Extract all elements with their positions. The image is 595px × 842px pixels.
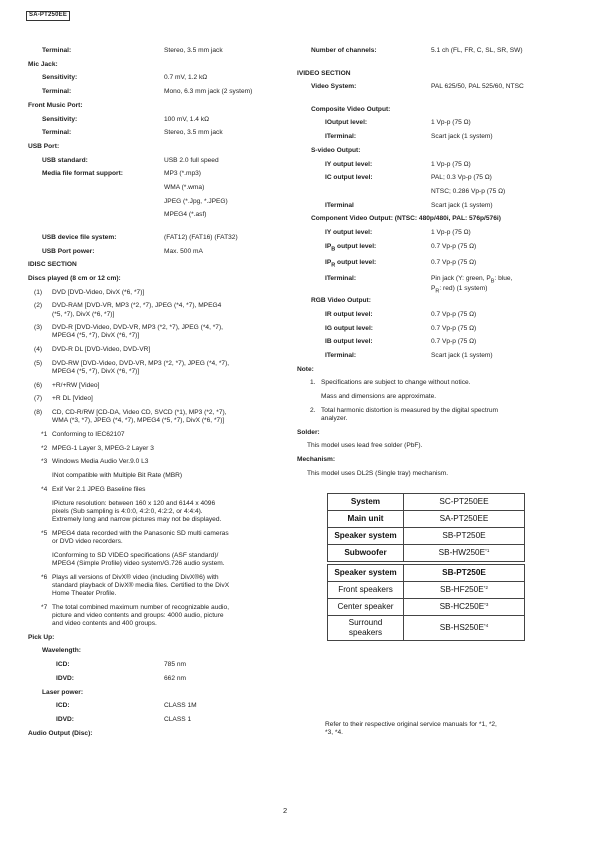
- mic-terminal-row: [28, 88, 284, 96]
- table-value: $SB-HC250E^{*3}$: [404, 599, 525, 616]
- spec-value: Stereo, 3.5 mm jack: [164, 129, 223, 137]
- video-section-heading: IVIDEO SECTION: [297, 69, 351, 77]
- list-item-line: Specifications are subject to change without notice.: [321, 379, 471, 387]
- disc-list: [28, 289, 284, 426]
- list-item: [28, 409, 284, 425]
- list-item-number: *6: [41, 573, 48, 581]
- spec-label: Terminal:: [42, 88, 72, 96]
- spec-value: 0.7 mV, 1.2 kΩ: [164, 74, 208, 82]
- list-item-line: Exif Ver 2.1 JPEG Baseline files: [52, 485, 146, 493]
- spec-value: NTSC; 0.286 Vp-p (75 Ω): [431, 187, 506, 195]
- rgb-terminal-row: [297, 352, 567, 360]
- spec-label: IY output level:: [325, 160, 373, 168]
- spec-label: IOutput level:: [325, 119, 368, 127]
- list-item-line: DVD [DVD-Video, DivX (*6, *7)]: [52, 288, 145, 296]
- list-item-line: DVD-R [DVD-Video, DVD-VR, MP3 (*2, *7), JPEG (*4, *7),: [52, 324, 223, 332]
- media-format-values: [164, 170, 282, 219]
- note-heading: Note:: [297, 365, 314, 373]
- rgb-b-row: [297, 338, 567, 346]
- list-item-line: MPEG4 (Simple Profile) video system/G.726 audio system.: [52, 559, 225, 567]
- spec-label: IB output level:: [325, 338, 373, 346]
- list-item-line: analyzer.: [321, 415, 348, 423]
- table-key: System: [328, 494, 404, 511]
- list-item: [28, 458, 284, 466]
- table-value: SB-PT250E: [404, 565, 525, 582]
- footnote-ref: *2: [483, 585, 488, 590]
- list-item-number: *2: [41, 444, 48, 452]
- spec-label: IDVD:: [56, 674, 74, 682]
- list-item-line: WMA (*3, *7), JPEG (*4, *7), MPEG4 (*5, *7), DivX (*6, *7)]: [52, 417, 225, 425]
- list-item: [28, 395, 284, 403]
- spec-value: 100 mV, 1.4 kΩ: [164, 115, 210, 123]
- list-item-line: IPicture resolution: between 160 x 120 and 6144 x 4096: [52, 499, 216, 507]
- spec-value: Pin jack (Y: green, $P_B$: blue, $P_R$: red) (1 system): [431, 274, 513, 295]
- spec-label: ITerminal: [325, 201, 354, 209]
- speaker-table-header: [328, 565, 525, 582]
- list-item: [28, 486, 284, 494]
- spec-value: 0.7 Vp-p (75 Ω): [431, 242, 477, 250]
- list-item-line: Mass and dimensions are approximate.: [321, 393, 437, 401]
- spec-value: CLASS 1: [164, 715, 192, 723]
- table-key: Front speakers: [328, 582, 404, 599]
- table-row: [328, 545, 525, 562]
- spec-label: IR output level:: [325, 310, 373, 318]
- list-item-line: +R DL [Video]: [52, 395, 93, 403]
- spec-value: Scart jack (1 system): [431, 352, 493, 360]
- list-item-number: (5): [34, 359, 43, 367]
- mic-sensitivity-row: [28, 74, 284, 82]
- list-item-number: (7): [34, 395, 43, 403]
- list-item: [28, 289, 284, 297]
- svideo-c-ntsc-row: [297, 188, 567, 196]
- list-item-line: pixels (Sub sampling is 4:0:0, 4:2:0, 4:2:2, or 4:4:4).: [52, 507, 203, 515]
- list-item-number: *3: [41, 458, 48, 466]
- table-value: SC-PT250EE: [404, 494, 525, 511]
- spec-label: ITerminal:: [325, 352, 357, 360]
- footnote-list: [28, 431, 284, 628]
- spec-value: (FAT12) (FAT16) (FAT32): [164, 233, 238, 241]
- table-row: [328, 616, 525, 641]
- right-column: [297, 47, 567, 484]
- spec-label: Terminal:: [42, 47, 72, 54]
- component-y-row: [297, 229, 567, 237]
- usb-standard-row: [28, 157, 284, 165]
- spec-label: Video System:: [311, 83, 357, 91]
- spec-label: Media file format support:: [42, 170, 123, 178]
- page-number: 2: [283, 806, 288, 815]
- list-item-number: *4: [41, 485, 48, 493]
- front-music-heading: Front Music Port:: [28, 101, 83, 109]
- spec-value: 662 nm: [164, 674, 186, 682]
- spec-value: 5.1 ch (FL, FR, C, SL, SR, SW): [431, 47, 523, 54]
- table-row: [328, 528, 525, 545]
- spec-label: USB standard:: [42, 156, 88, 164]
- footnote-ref: *3: [484, 602, 489, 607]
- list-item-line: MPEG4 (*5, *7), DivX (*6, *7)]: [52, 368, 140, 376]
- list-item: [28, 346, 284, 354]
- media-format-row: [28, 170, 284, 228]
- list-item: [28, 324, 284, 340]
- spec-value: 0.7 Vp-p (75 Ω): [431, 310, 477, 318]
- spec-label: ITerminal:: [325, 274, 357, 282]
- media-format-item: JPEG (*.Jpg, *.JPEG): [164, 197, 228, 205]
- svideo-heading: S-video Output:: [311, 146, 361, 154]
- list-item: [28, 445, 284, 453]
- spec-label: IY output level:: [325, 229, 373, 237]
- list-item-line: INot compatible with Multiple Bit Rate (MBR): [52, 472, 183, 480]
- table-key: Speaker system: [328, 528, 404, 545]
- composite-terminal-row: [297, 133, 567, 141]
- list-item: [297, 407, 567, 423]
- list-item: [28, 431, 284, 439]
- list-item-line: and video contents and 400 groups.: [52, 620, 157, 628]
- spec-value: PAL 625/50, PAL 525/60, NTSC: [431, 83, 524, 91]
- list-item: [28, 604, 284, 629]
- laser-cd-row: [28, 702, 284, 710]
- table-row: [328, 494, 525, 511]
- left-column: [28, 47, 284, 743]
- spec-label: ICD:: [56, 702, 70, 710]
- spec-value: CLASS 1M: [164, 702, 197, 710]
- spec-label: Terminal:: [42, 129, 72, 137]
- footnote-ref: *4: [483, 623, 489, 628]
- speaker-table: [327, 564, 525, 641]
- system-table: [327, 493, 525, 562]
- table-row: [328, 511, 525, 528]
- composite-heading: Composite Video Output:: [311, 105, 391, 113]
- media-format-item: WMA (*.wma): [164, 184, 205, 192]
- list-item: [28, 500, 284, 525]
- list-item-number: 1.: [310, 379, 316, 387]
- list-item: [28, 552, 284, 568]
- list-item-line: MPEG-1 Layer 3, MPEG-2 Layer 3: [52, 444, 154, 452]
- usb-port-heading: USB Port:: [28, 142, 60, 150]
- list-item-line: (*5, *7), DivX (*6, *7)]: [52, 310, 115, 318]
- list-item-line: or DVD video recorders.: [52, 537, 123, 545]
- model-header-tag: SA-PT250EE: [26, 11, 70, 21]
- list-item-line: IConforming to SD VIDEO specifications (ASF standard)/: [52, 551, 219, 559]
- rgb-heading: RGB Video Output:: [311, 297, 371, 305]
- spec-label: USB device file system:: [42, 233, 117, 241]
- audio-output-heading: Audio Output (Disc):: [28, 729, 93, 737]
- list-item: [28, 302, 284, 318]
- note-list: [297, 379, 567, 423]
- list-item-line: CD, CD-R/RW [CD-DA, Video CD, SVCD (*1), MP3 (*2, *7),: [52, 409, 227, 417]
- list-item-number: (6): [34, 381, 43, 389]
- spec-value: 0.7 Vp-p (75 Ω): [431, 258, 477, 266]
- svideo-y-row: [297, 161, 567, 169]
- spec-label: Sensitivity:: [42, 74, 78, 82]
- list-item-number: (8): [34, 409, 43, 417]
- wavelength-heading: Wavelength:: [42, 647, 81, 655]
- spec-value: 1 Vp-p (75 Ω): [431, 229, 471, 237]
- pickup-heading: Pick Up:: [28, 633, 55, 641]
- list-item: [28, 472, 284, 480]
- component-pr-row: [297, 259, 567, 270]
- media-format-item: MPEG4 (*.asf): [164, 211, 207, 219]
- svideo-c-row: [297, 174, 567, 182]
- table-row: [328, 599, 525, 616]
- wavelength-cd-row: [28, 661, 284, 669]
- list-item-line: Conforming to IEC62107: [52, 431, 125, 439]
- spec-label: $IP_B$ output level:: [325, 242, 377, 253]
- fm-terminal-row: [28, 129, 284, 137]
- spec-value: 1 Vp-p (75 Ω): [431, 119, 471, 127]
- spec-value: PAL; 0.3 Vp-p (75 Ω): [431, 174, 492, 182]
- spec-label: ICD:: [56, 661, 70, 669]
- rgb-g-row: [297, 325, 567, 333]
- spec-value: Mono, 6.3 mm jack (2 system): [164, 88, 253, 96]
- table-key: Main unit: [328, 511, 404, 528]
- list-item-line: standard playback of DivX® media files. Certified to the DivX: [52, 581, 230, 589]
- spec-label: IG output level:: [325, 324, 373, 332]
- list-item: [28, 360, 284, 376]
- mic-jack-heading: Mic Jack:: [28, 60, 58, 68]
- disc-section-heading: IDISC SECTION: [28, 261, 77, 269]
- spec-label: IDVD:: [56, 715, 74, 723]
- list-item-line: MPEG4 (*5, *7), DivX (*6, *7)]: [52, 332, 140, 340]
- spec-value: 785 nm: [164, 661, 186, 669]
- spec-label: $IP_R$ output level:: [325, 258, 377, 269]
- list-item-line: DVD-RAM [DVD-VR, MP3 (*2, *7), JPEG (*4, *7), MPEG4: [52, 302, 222, 310]
- list-item-number: *5: [41, 529, 48, 537]
- spec-label: IC output level:: [325, 174, 373, 182]
- wavelength-dvd-row: [28, 675, 284, 683]
- list-item-line: DVD-R DL [DVD-Video, DVD-VR]: [52, 346, 151, 354]
- table-value: $SB-HS250E^{*4}$: [404, 616, 525, 641]
- fm-sensitivity-row: [28, 116, 284, 124]
- list-item-number: (4): [34, 346, 43, 354]
- discs-played-heading: Discs played (8 cm or 12 cm):: [28, 274, 121, 282]
- spec-label: ITerminal:: [325, 133, 357, 141]
- solder-heading: Solder:: [297, 428, 320, 436]
- table-key: Center speaker: [328, 599, 404, 616]
- list-item: [297, 379, 567, 387]
- spec-value: 0.7 Vp-p (75 Ω): [431, 338, 477, 346]
- list-item-number: (1): [34, 288, 43, 296]
- list-item-number: (2): [34, 302, 43, 310]
- mechanism-heading: Mechanism:: [297, 456, 336, 464]
- list-item-line: +R/+RW [Video]: [52, 381, 100, 389]
- table-key: Speaker system: [328, 565, 404, 582]
- list-item-line: Home Theater Profile.: [52, 589, 117, 597]
- rgb-r-row: [297, 311, 567, 319]
- spec-value: 1 Vp-p (75 Ω): [431, 160, 471, 168]
- table-value: SB-PT250E: [404, 528, 525, 545]
- usb-power-row: [28, 248, 284, 256]
- list-item-number: *7: [41, 603, 48, 611]
- list-item-line: Extremely long and narrow pictures may not be displayed.: [52, 516, 222, 523]
- component-heading: Component Video Output: (NTSC: 480p/480i, PAL: 576p/576i): [311, 215, 501, 223]
- terminal-row: [28, 47, 284, 55]
- spec-value: Max. 500 mA: [164, 247, 203, 255]
- list-item-line: DVD-RW [DVD-Video, DVD-VR, MP3 (*2, *7), JPEG (*4, *7),: [52, 359, 230, 367]
- svideo-terminal-row: [297, 202, 567, 210]
- list-item-number: *1: [41, 431, 48, 439]
- solder-text: This model uses lead free solder (PbF).: [307, 442, 423, 450]
- list-item-number: 2.: [310, 406, 316, 414]
- table-value: $SB-HW250E^{*1}$: [404, 545, 525, 562]
- list-item: [28, 382, 284, 390]
- table-key: Subwoofer: [328, 545, 404, 562]
- spec-value: Scart jack (1 system): [431, 201, 493, 209]
- list-item-line: picture and video contents and groups: 4000 audio, picture: [52, 611, 224, 619]
- list-item-line: Plays all versions of DivX® video (including DivX®6) with: [52, 573, 219, 581]
- media-format-item: MP3 (*.mp3): [164, 170, 202, 178]
- spec-label: Number of channels:: [311, 47, 377, 54]
- list-item-line: The total combined maximum number of recognizable audio,: [52, 603, 230, 611]
- refer-note: Refer to their respective original service manuals for *1, *2, *3, *4.: [325, 721, 497, 737]
- spec-label: Sensitivity:: [42, 115, 78, 123]
- table-value: $SB-HF250E^{*2}$: [404, 582, 525, 599]
- laser-dvd-row: [28, 716, 284, 724]
- list-item: [28, 574, 284, 599]
- laser-power-heading: Laser power:: [42, 688, 84, 696]
- mechanism-text: This model uses DL2S (Single tray) mechanism.: [307, 469, 449, 477]
- list-item: [28, 530, 284, 546]
- video-system-row: [297, 83, 567, 100]
- list-item-number: (3): [34, 324, 43, 332]
- table-key: Surround speakers: [328, 616, 404, 641]
- spec-label: USB Port power:: [42, 247, 95, 255]
- spec-value: 0.7 Vp-p (75 Ω): [431, 324, 477, 332]
- component-terminal-row: [297, 274, 567, 295]
- spec-value: USB 2.0 full speed: [164, 156, 219, 164]
- spec-value: Stereo, 3.5 mm jack: [164, 47, 223, 54]
- list-item: [297, 393, 567, 401]
- component-pb-row: [297, 243, 567, 254]
- channels-row: [297, 47, 567, 64]
- table-row: [328, 582, 525, 599]
- footnote-ref: *1: [485, 548, 490, 553]
- usb-fs-row: [28, 234, 284, 242]
- table-value: SA-PT250EE: [404, 511, 525, 528]
- list-item-line: MPEG4 data recorded with the Panasonic SD multi cameras: [52, 529, 229, 537]
- spec-value: Scart jack (1 system): [431, 133, 493, 141]
- list-item-line: Total harmonic distortion is measured by the digital spectrum: [321, 406, 499, 414]
- list-item-line: Windows Media Audio Ver.9.0 L3: [52, 458, 149, 466]
- composite-output-row: [297, 119, 567, 127]
